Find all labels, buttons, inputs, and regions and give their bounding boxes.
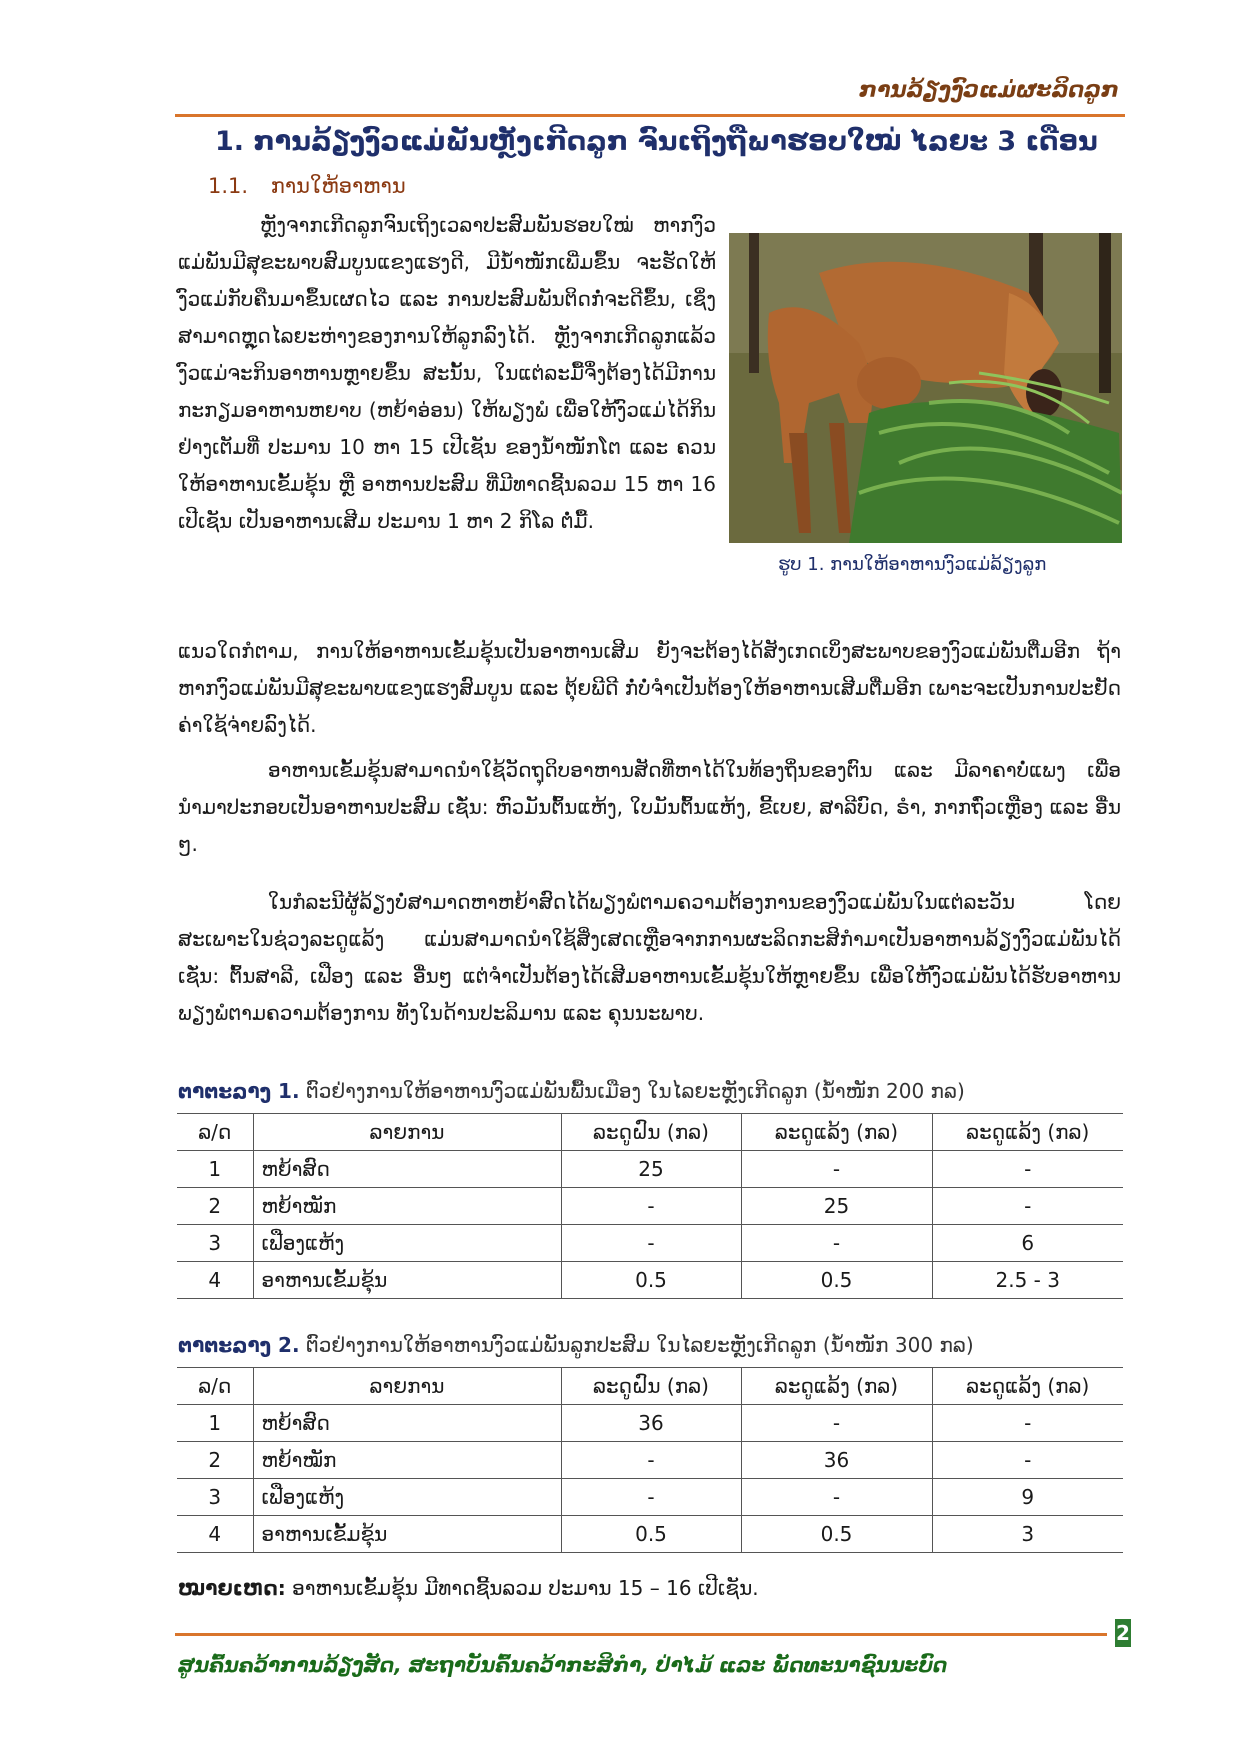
table1	[177, 1113, 1123, 1299]
table-row	[177, 1516, 1123, 1553]
table-cell: -	[561, 1442, 741, 1479]
paragraph-concentrate-feed: ອາຫານເຂັ້ມຂຸ້ນສາມາດນຳໃຊ້ວັດຖຸດິບອາຫານສັດທີ່ຫາໄດ້ໃນທ້ອງຖິ່ນຂອງຕົນ ແລະ ມີລາຄາບໍ່ແພງ ເພື່ອນຳມາປະກອບເປັນອາຫານປະສົມ ເຊັ່ນ: ຫົວມັນຕົ້ນແຫ້ງ, ໃບມັນຕົ້ນແຫ້ງ, ຂີ້ເບຍ, ສາລີບົດ, ຣຳ, ກາກຖົ່ວເຫຼືອງ ແລະ ອື່ນໆ.	[178, 758, 1121, 856]
table2-caption	[178, 1333, 974, 1357]
table-header-row	[177, 1114, 1123, 1151]
table-cell: 2	[177, 1188, 253, 1225]
table-cell: 36	[741, 1442, 932, 1479]
page-number: 2	[1116, 1621, 1130, 1645]
table-header-cell: ລະດູແລ້ງ (ກລ)	[741, 1114, 932, 1151]
table-cell: 1	[177, 1405, 253, 1442]
table-row	[177, 1442, 1123, 1479]
table-cell: 2.5 - 3	[932, 1262, 1123, 1299]
note-label: ໝາຍເຫດ:	[178, 1576, 286, 1600]
table-header-cell: ລາຍການ	[253, 1114, 561, 1151]
paragraph-dry-season: ໃນກໍລະນີຜູ້ລ້ຽງບໍ່ສາມາດຫາຫຍ້າສົດໄດ້ພຽງພໍຕາມຄວາມຕ້ອງການຂອງງົວແມ່ພັນໃນແຕ່ລະວັນ ໂດຍສະເພາະໃນຊ່ວງລະດູແລ້ງ ແມ່ນສາມາດນຳໃຊ້ສິ່ງເສດເຫຼືອຈາກການຜະລິດກະສິກຳມາເປັນອາຫານລ້ຽງງົວແມ່ພັນໄດ້ ເຊັ່ນ: ຕົ້ນສາລີ, ເຟືອງ ແລະ ອື່ນໆ ແຕ່ຈຳເປັນຕ້ອງໄດ້ເສີມອາຫານເຂັ້ມຂຸ້ນໃຫ້ຫຼາຍຂຶ້ນ ເພື່ອໃຫ້ງົວແມ່ພັນໄດ້ຮັບອາຫານພຽງພໍຕາມຄວາມຕ້ອງການ ທັງໃນດ້ານປະລິມານ ແລະ ຄຸນນະພາບ.	[178, 890, 1121, 1025]
header-divider	[175, 114, 1125, 117]
table-cell: 4	[177, 1516, 253, 1553]
table-cell: -	[561, 1225, 741, 1262]
paragraph-supplement: ແນວໃດກໍຕາມ, ການໃຫ້ອາຫານເຂັ້ມຂຸ້ນເປັນອາຫານເສີມ ຍັງຈະຕ້ອງໄດ້ສັງເກດເບິ່ງສະພາບຂອງງົວແມ່ພັນຕື່ມອີກ ຖ້າຫາກງົວແມ່ພັນມີສຸຂະພາບແຂງແຮງສົມບູນ ແລະ ຕຸ້ຍພີດີ ກໍ່ບໍ່ຈຳເປັນຕ້ອງໃຫ້ອາຫານເສີມຕື່ມອີກ ເພາະຈະເປັນການປະຢັດຄ່າໃຊ້ຈ່າຍລົງໄດ້.	[178, 639, 1121, 737]
table-cell: 0.5	[561, 1516, 741, 1553]
table1-caption-text: ຕົວຢ່າງການໃຫ້ອາຫານງົວແມ່ພັນພື້ນເມືອງ ໃນໄລຍະຫຼັງເກີດລູກ (ນ້ຳໜັກ 200 ກລ)	[305, 1079, 965, 1103]
table-header-cell: ລ/ດ	[177, 1114, 253, 1151]
table-cell: ຫຍ້າສົດ	[253, 1405, 561, 1442]
table-cell: ອາຫານເຂັ້ມຂຸ້ນ	[253, 1262, 561, 1299]
table-row	[177, 1262, 1123, 1299]
table-header-cell: ລະດູແລ້ງ (ກລ)	[932, 1368, 1123, 1405]
table-cell: 3	[177, 1479, 253, 1516]
note-text: ອາຫານເຂັ້ມຂຸ້ນ ມີທາດຊີ້ນລວມ ປະມານ 15 – 16 ເປີເຊັນ.	[292, 1576, 759, 1600]
paragraph-intro: ຫຼັງຈາກເກີດລູກຈົນເຖິງເວລາປະສົມພັນຮອບໃໝ່ ຫາກງົວແມ່ພັນມີສຸຂະພາບສົມບູນແຂງແຮງດີ, ມີນ້ຳໜັກເພີ່ມຂຶ້ນ ຈະຮັດໃຫ້ງົວແມ່ກັບຄືນມາຂຶ້ນເຜດໄວ ແລະ ການປະສົມພັນຕິດກໍ່ຈະດີຂຶ້ນ, ເຊິ່ງສາມາດຫຼຸດໄລຍະຫ່າງຂອງການໃຫ້ລູກລົງໄດ້. ຫຼັງຈາກເກີດລູກແລ້ວ ງົວແມ່ຈະກິນອາຫານຫຼາຍຂຶ້ນ ສະນັ້ນ, ໃນແຕ່ລະມື້ຈຶ່ງຕ້ອງໄດ້ມີການກະກຽມອາຫານຫຍາບ (ຫຍ້າອ່ອນ) ໃຫ້ພຽງພໍ ເພື່ອໃຫ້ງົວແມ່ໄດ້ກິນຢ່າງເຕັມທີ່ ປະມານ 10 ຫາ 15 ເປີເຊັນ ຂອງນ້ຳໜັກໂຕ ແລະ ຄວນໃຫ້ອາຫານເຂັ້ມຂຸ້ນ ຫຼື ອາຫານປະສົມ ທີ່ມີທາດຊີ້ນລວມ 15 ຫາ 16 ເປີເຊັນ ເປັນອາຫານເສີມ ປະມານ 1 ຫາ 2 ກິໂລ ຕໍ່ມື້.	[178, 213, 716, 533]
footer-divider	[175, 1633, 1107, 1636]
section-heading	[215, 126, 1098, 157]
table-cell: -	[932, 1442, 1123, 1479]
subsection-heading	[208, 174, 406, 198]
table-cell: -	[932, 1151, 1123, 1188]
table-header-cell: ລະດູຝົນ (ກລ)	[561, 1368, 741, 1405]
subsection-title-text: ການໃຫ້ອາຫານ	[270, 174, 406, 198]
table-cell: 1	[177, 1151, 253, 1188]
table-header-row	[177, 1368, 1123, 1405]
footer-institution: ສູນຄົ້ນຄວ້າການລ້ຽງສັດ, ສະຖາບັນຄົ້ນຄວ້າກະສິກຳ, ປ່າໄມ້ ແລະ ພັດທະນາຊົນນະບົດ	[178, 1653, 948, 1677]
table-cell: 0.5	[741, 1516, 932, 1553]
table-note	[178, 1576, 759, 1600]
table-cell: -	[932, 1188, 1123, 1225]
table-cell: -	[741, 1405, 932, 1442]
table-cell: 9	[932, 1479, 1123, 1516]
table-header-cell: ລະດູຝົນ (ກລ)	[561, 1114, 741, 1151]
table-cell: ຫຍ້າໝັກ	[253, 1442, 561, 1479]
table-row	[177, 1151, 1123, 1188]
table-row	[177, 1479, 1123, 1516]
table-cell: ຫຍ້າສົດ	[253, 1151, 561, 1188]
table-cell: 2	[177, 1442, 253, 1479]
table-cell: -	[561, 1188, 741, 1225]
table-cell: 4	[177, 1262, 253, 1299]
table1-caption	[178, 1079, 965, 1103]
table2-caption-text: ຕົວຢ່າງການໃຫ້ອາຫານງົວແມ່ພັນລູກປະສົມ ໃນໄລຍະຫຼັງເກີດລູກ (ນ້ຳໜັກ 300 ກລ)	[305, 1333, 974, 1357]
table-row	[177, 1405, 1123, 1442]
table-cell: 3	[177, 1225, 253, 1262]
cow-calf-illustration	[729, 233, 1122, 543]
table-header-cell: ລະດູແລ້ງ (ກລ)	[741, 1368, 932, 1405]
table-cell: 0.5	[741, 1262, 932, 1299]
table-row	[177, 1225, 1123, 1262]
cow-calf-photo	[729, 233, 1122, 543]
table-cell: -	[932, 1405, 1123, 1442]
table-cell: -	[741, 1479, 932, 1516]
table1-caption-label: ຕາຕະລາງ 1.	[178, 1079, 300, 1103]
table-cell: -	[561, 1479, 741, 1516]
table-cell: 3	[932, 1516, 1123, 1553]
section-number: 1.	[215, 126, 245, 157]
table-cell: 25	[741, 1188, 932, 1225]
table-row	[177, 1188, 1123, 1225]
table-header-cell: ລາຍການ	[253, 1368, 561, 1405]
subsection-number: 1.1.	[208, 174, 249, 198]
table-header-cell: ລະດູແລ້ງ (ກລ)	[932, 1114, 1123, 1151]
table-cell: ເຟືອງແຫ້ງ	[253, 1225, 561, 1262]
table-cell: ອາຫານເຂັ້ມຂຸ້ນ	[253, 1516, 561, 1553]
figure-caption: ຮູບ 1. ການໃຫ້ອາຫານງົວແມ່ລ້ຽງລູກ	[778, 554, 1047, 575]
running-header: ການລ້ຽງງົວແມ່ຜະລິດລູກ	[859, 78, 1119, 103]
section-title-text: ການລ້ຽງງົວແມ່ພັນຫຼັງເກີດລູກ ຈົນເຖິງຖືພາຮອບໃໝ່ ໄລຍະ 3 ເດືອນ	[253, 126, 1098, 157]
table2	[177, 1367, 1123, 1553]
table-header-cell: ລ/ດ	[177, 1368, 253, 1405]
table-cell: -	[741, 1151, 932, 1188]
table-cell: 6	[932, 1225, 1123, 1262]
table-cell: -	[741, 1225, 932, 1262]
table-cell: 36	[561, 1405, 741, 1442]
table-cell: ຫຍ້າໝັກ	[253, 1188, 561, 1225]
table-cell: 0.5	[561, 1262, 741, 1299]
table2-caption-label: ຕາຕະລາງ 2.	[178, 1333, 300, 1357]
table-cell: 25	[561, 1151, 741, 1188]
table-cell: ເຟືອງແຫ້ງ	[253, 1479, 561, 1516]
